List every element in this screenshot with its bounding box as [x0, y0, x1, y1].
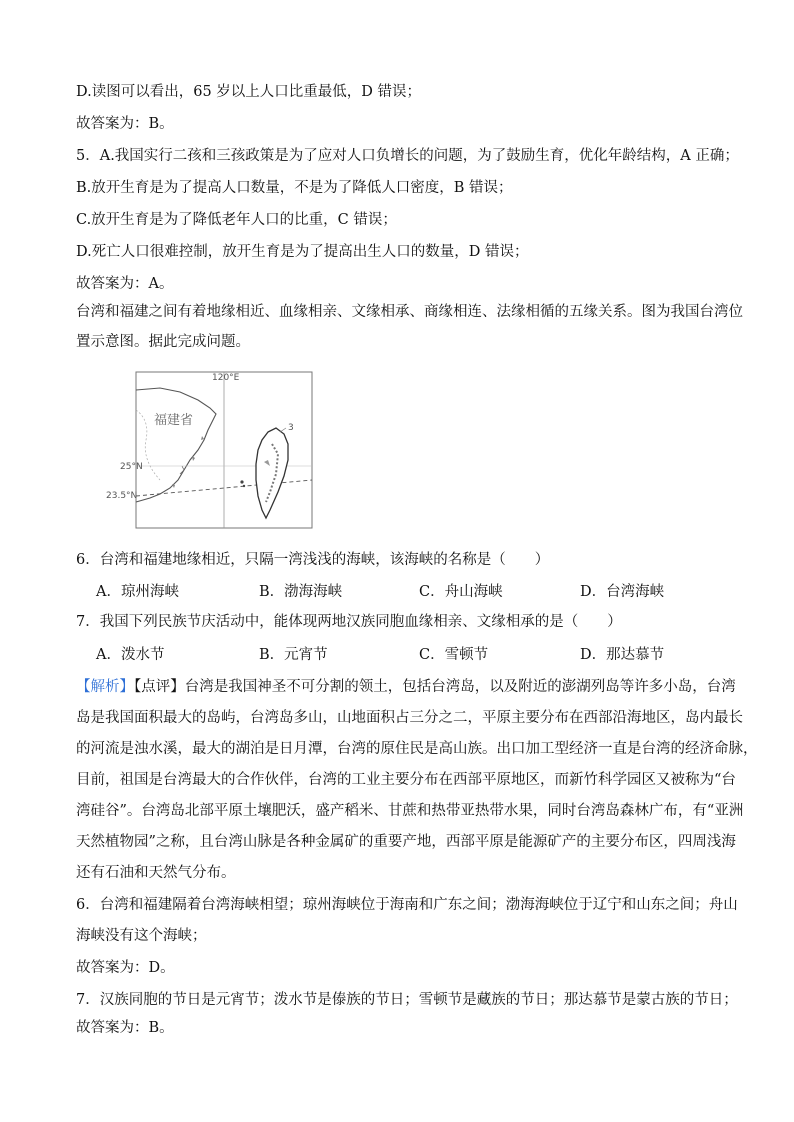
taiwan-location-map: [106, 370, 316, 530]
marker-label: 3: [288, 423, 294, 433]
analysis-line: 天然植物园”之称，且台湾山脉是各种金属矿的重要产地，西部平原是能源矿产的主要分布区，四周浅海: [76, 834, 736, 850]
answer-7-line: 7．汉族同胞的节日是元宵节；泼水节是傣族的节日；雪顿节是藏族的节日；那达慕节是蒙古族的节日；: [76, 992, 738, 1008]
lat-25-label: 25°N: [120, 462, 143, 472]
analysis-line: 岛是我国面积最大的岛屿，台湾岛多山，山地面积占三分之二，平原主要分布在西部沿海地区，岛内最长: [76, 710, 743, 726]
answer-line: 故答案为：A。: [76, 276, 174, 292]
q6-option-c: C．舟山海峡: [419, 584, 503, 600]
answer-6-line: 6．台湾和福建隔着台湾海峡相望；琼州海峡位于海南和广东之间；渤海海峡位于辽宁和山东之间；舟山: [76, 897, 738, 913]
question-6-stem: 6．台湾和福建地缘相近，只隔一湾浅浅的海峡，该海峡的名称是（ ）: [76, 552, 550, 568]
meridian-label: 120°E: [212, 373, 240, 383]
analysis-tag: 【解析】: [76, 679, 134, 695]
analysis-line: 的河流是浊水溪，最大的湖泊是日月潭，台湾的原住民是高山族。出口加工型经济一直是台湾的经济命脉，: [76, 741, 758, 757]
question-7-stem: 7．我国下列民族节庆活动中，能体现两地汉族同胞血缘相亲、文缘相承的是（ ）: [76, 614, 622, 630]
q6-option-b: B．渤海海峡: [259, 584, 343, 600]
text-line: D.死亡人口很难控制，放开生育是为了提高出生人口的数量，D 错误；: [76, 244, 529, 260]
q7-option-b: B．元宵节: [259, 647, 328, 663]
answer-line: 故答案为：B。: [76, 116, 174, 132]
q7-option-c: C．雪顿节: [419, 647, 489, 663]
text-line: C.放开生育是为了降低老年人口的比重，C 错误；: [76, 212, 397, 228]
text-line: 5．A.我国实行二孩和三孩政策是为了应对人口负增长的问题，为了鼓励生育，优化年龄结构，A 正确；: [76, 148, 739, 164]
answer-6-final: 故答案为：D。: [76, 960, 175, 976]
text-line: B.放开生育是为了提高人口数量，不是为了降低人口密度，B 错误；: [76, 180, 513, 196]
analysis-text: 【点评】台湾是我国神圣不可分割的领土，包括台湾岛，以及附近的澎湖列岛等许多小岛，台湾: [134, 679, 736, 695]
intro-line: 台湾和福建之间有着地缘相近、血缘相亲、文缘相承、商缘相连、法缘相循的五缘关系。图为我国台湾位: [76, 304, 743, 320]
lat-23-5-label: 23.5°N: [106, 491, 138, 501]
q7-option-a: A．泼水节: [96, 647, 165, 663]
analysis-line-1: [76, 677, 736, 697]
analysis-line: 还有石油和天然气分布。: [76, 865, 236, 881]
province-label: 福建省: [154, 413, 194, 428]
answer-6-line: 海峡没有这个海峡；: [76, 928, 207, 944]
q6-option-a: A．琼州海峡: [96, 584, 179, 600]
q7-option-d: D．那达慕节: [580, 647, 665, 663]
intro-line: 置示意图。据此完成问题。: [76, 334, 250, 350]
q6-option-d: D．台湾海峡: [580, 584, 665, 600]
text-line: D.读图可以看出，65 岁以上人口比重最低，D 错误；: [76, 84, 422, 100]
analysis-line: 目前，祖国是台湾最大的合作伙伴，台湾的工业主要分布在西部平原地区，而新竹科学园区又被称为“台: [76, 772, 736, 788]
answer-7-final: 故答案为：B。: [76, 1020, 174, 1036]
analysis-line: 湾硅谷”。台湾岛北部平原土壤肥沃，盛产稻米、甘蔗和热带亚热带水果，同时台湾岛森林广布，有“亚洲: [76, 803, 744, 819]
